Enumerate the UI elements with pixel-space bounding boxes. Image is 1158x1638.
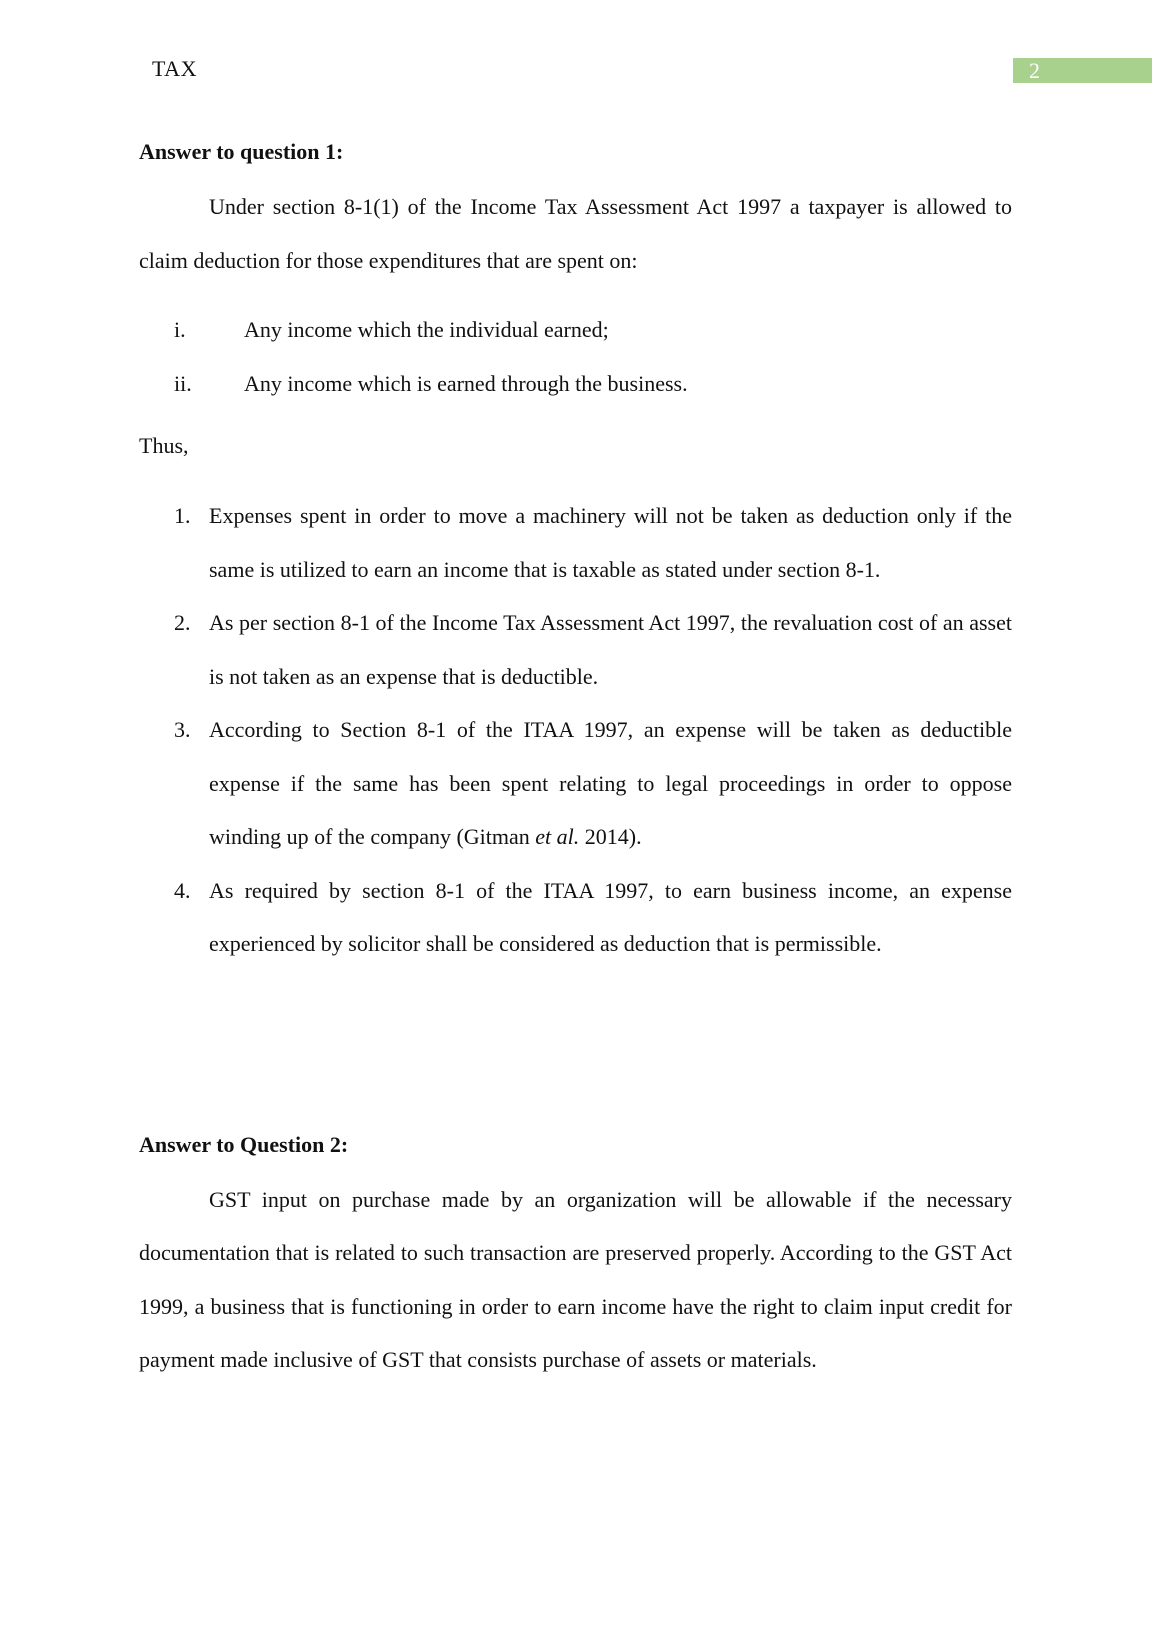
list-item [139, 864, 1012, 971]
list-item-text: As required by section 8-1 of the ITAA 1997, to earn business income, an expense experienced by solicitor shall be considered as deduction that is permissible. [209, 877, 1012, 956]
citation-italic: et al. [535, 824, 580, 849]
list-item-text-end: 2014). [579, 824, 642, 849]
list-item-text-main: According to Section 8-1 of the ITAA 1997, an expense will be taken as deductible expense if the same has been spent relating to legal proceedings in order to oppose winding up of the company (Gitman [209, 717, 1012, 849]
list-item-text [209, 717, 1012, 849]
q1-intro-paragraph: Under section 8-1(1) of the Income Tax Assessment Act 1997 a taxpayer is allowed to claim deduction for those expenditures that are spent on: [139, 194, 1012, 273]
list-marker: 1. [174, 503, 191, 528]
list-marker: 3. [174, 717, 191, 742]
list-marker: 4. [174, 877, 191, 903]
list-marker: ii. [174, 371, 192, 396]
q2-heading: Answer to Question 2: [139, 1131, 349, 1157]
roman-list [139, 303, 1012, 411]
section-spacer [139, 971, 1012, 1129]
numbered-list [139, 489, 1012, 971]
page-number: 2 [1029, 58, 1040, 83]
list-marker: 2. [174, 610, 191, 635]
list-item-text: Any income which is earned through the business. [244, 371, 688, 396]
list-marker: i. [174, 317, 186, 342]
list-item-text: Any income which the individual earned; [244, 317, 609, 342]
list-item [139, 703, 1012, 864]
list-item-text: Expenses spent in order to move a machinery will not be taken as deduction only if the same is utilized to earn an income that is taxable as stated under section 8-1. [209, 503, 1012, 582]
list-item [139, 489, 1012, 596]
document-body [139, 136, 1012, 1387]
page-number-badge [1013, 58, 1152, 83]
q2-body-paragraph: GST input on purchase made by an organization will be allowable if the necessary documentation that is related to such transaction are preserved properly. According to the GST Act 1999, a business that is functioning in order to earn income have the right to claim input credit for payment made inclusive of GST that consists purchase of assets or materials. [139, 1186, 1012, 1372]
list-item [139, 357, 1012, 411]
list-item [139, 303, 1012, 357]
running-header-title: TAX [152, 56, 197, 81]
list-item-text: As per section 8-1 of the Income Tax Assessment Act 1997, the revaluation cost of an asset is not taken as an expense that is deductible. [209, 610, 1012, 689]
q1-heading: Answer to question 1: [139, 139, 344, 164]
thus-line: Thus, [139, 433, 189, 458]
list-item [139, 596, 1012, 703]
